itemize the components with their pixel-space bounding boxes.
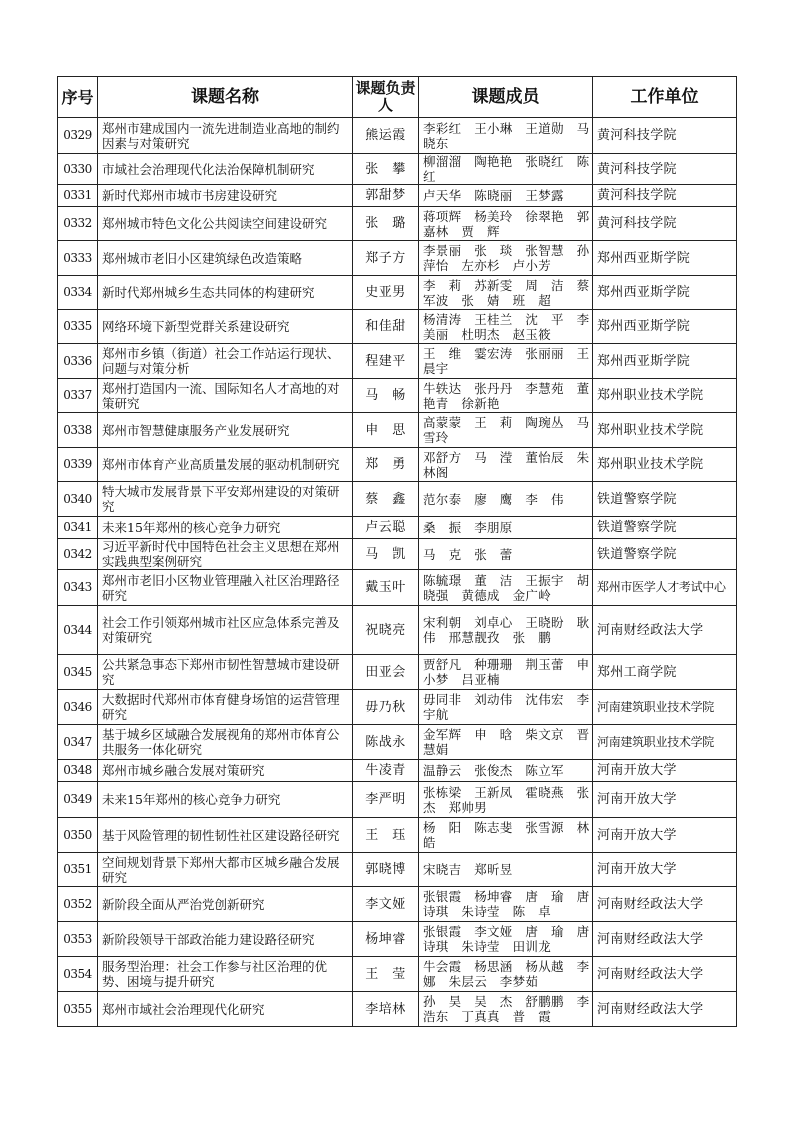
row-lead: 史亚男 (353, 276, 419, 310)
row-no: 0345 (58, 655, 98, 690)
row-no: 0353 (58, 922, 98, 957)
row-title: 郑州城市特色文化公共阅读空间建设研究 (98, 207, 353, 241)
row-lead: 申 思 (353, 413, 419, 448)
row-no: 0355 (58, 992, 98, 1027)
table-row (58, 725, 737, 760)
row-lead: 程建平 (353, 344, 419, 379)
row-unit: 河南财经政法大学 (593, 992, 737, 1027)
row-lead: 李培林 (353, 992, 419, 1027)
row-lead: 毋乃秋 (353, 690, 419, 725)
table-row (58, 782, 737, 818)
row-unit: 郑州西亚斯学院 (593, 276, 737, 310)
row-members: 毋同非 刘动伟 沈伟宏 李宇航 (419, 690, 593, 725)
row-title: 新时代郑州城乡生态共同体的构建研究 (98, 276, 353, 310)
table-row (58, 413, 737, 448)
row-no: 0343 (58, 570, 98, 606)
row-title: 网络环境下新型党群关系建设研究 (98, 310, 353, 344)
row-title: 郑州城市老旧小区建筑绿色改造策略 (98, 241, 353, 276)
row-members: 卢天华 陈晓丽 王梦露 (419, 185, 593, 207)
row-no: 0329 (58, 118, 98, 154)
row-no: 0354 (58, 957, 98, 992)
table-row (58, 760, 737, 782)
header-unit: 工作单位 (593, 77, 737, 118)
row-lead: 王 莹 (353, 957, 419, 992)
row-title: 郑州市乡镇（街道）社会工作站运行现状、问题与对策分析 (98, 344, 353, 379)
row-lead: 祝晓亮 (353, 606, 419, 655)
row-lead: 牛凌青 (353, 760, 419, 782)
row-unit: 郑州西亚斯学院 (593, 344, 737, 379)
row-title: 大数据时代郑州市体育健身场馆的运营管理研究 (98, 690, 353, 725)
table-row (58, 539, 737, 570)
row-unit: 河南开放大学 (593, 760, 737, 782)
table-row (58, 517, 737, 539)
row-members: 张银霞 李文娅 唐 瑜 唐诗琪 朱诗莹 田训龙 (419, 922, 593, 957)
row-lead: 和佳甜 (353, 310, 419, 344)
row-unit: 河南开放大学 (593, 853, 737, 887)
row-members: 张银霞 杨坤睿 唐 瑜 唐诗琪 朱诗莹 陈 卓 (419, 887, 593, 922)
row-lead: 郭甜梦 (353, 185, 419, 207)
table-row (58, 241, 737, 276)
table-row (58, 185, 737, 207)
table-row (58, 379, 737, 413)
row-title: 未来15年郑州的核心竞争力研究 (98, 517, 353, 539)
row-unit: 铁道警察学院 (593, 517, 737, 539)
row-no: 0344 (58, 606, 98, 655)
project-table (57, 76, 737, 1027)
row-title: 习近平新时代中国特色社会主义思想在郑州实践典型案例研究 (98, 539, 353, 570)
row-members: 柳溜溜 陶艳艳 张晓红 陈 红 (419, 154, 593, 185)
row-unit: 河南建筑职业技术学院 (593, 690, 737, 725)
row-unit: 郑州职业技术学院 (593, 413, 737, 448)
row-members: 马 克 张 蕾 (419, 539, 593, 570)
table-row (58, 887, 737, 922)
row-no: 0337 (58, 379, 98, 413)
row-members: 邓舒方 马 滢 董怡辰 朱林阁 (419, 448, 593, 482)
row-lead: 杨坤睿 (353, 922, 419, 957)
row-no: 0339 (58, 448, 98, 482)
table-row (58, 344, 737, 379)
table-row (58, 655, 737, 690)
row-members: 陈毓璟 董 洁 王振宇 胡晓强 黄德成 金广岭 (419, 570, 593, 606)
row-unit: 河南开放大学 (593, 818, 737, 853)
table-row (58, 207, 737, 241)
row-unit: 铁道警察学院 (593, 482, 737, 517)
row-unit: 郑州职业技术学院 (593, 379, 737, 413)
header-title: 课题名称 (98, 77, 353, 118)
row-title: 空间规划背景下郑州大都市区城乡融合发展研究 (98, 853, 353, 887)
row-members: 牛轶达 张丹丹 李慧苑 董艳青 徐新艳 (419, 379, 593, 413)
row-lead: 郑子方 (353, 241, 419, 276)
row-unit: 黄河科技学院 (593, 118, 737, 154)
row-members: 张栋梁 王新凤 霍晓燕 张 杰 郑帅男 (419, 782, 593, 818)
row-unit: 河南财经政法大学 (593, 957, 737, 992)
row-title: 新阶段领导干部政治能力建设路径研究 (98, 922, 353, 957)
row-members: 李景丽 张 琰 张智慧 孙萍怡 左亦杉 卢小芳 (419, 241, 593, 276)
row-lead: 熊运霞 (353, 118, 419, 154)
row-members: 李彩红 王小琳 王道勋 马晓东 (419, 118, 593, 154)
row-members: 金军辉 申 晗 柴文京 晋慧娟 (419, 725, 593, 760)
row-title: 郑州市建成国内一流先进制造业高地的制约因素与对策研究 (98, 118, 353, 154)
row-members: 温静云 张俊杰 陈立军 (419, 760, 593, 782)
table-row (58, 853, 737, 887)
row-unit: 河南财经政法大学 (593, 887, 737, 922)
row-unit: 铁道警察学院 (593, 539, 737, 570)
row-title: 郑州市智慧健康服务产业发展研究 (98, 413, 353, 448)
row-members: 牛会霞 杨思涵 杨从越 李 娜 朱层云 李梦茹 (419, 957, 593, 992)
row-members: 宋利朝 刘卓心 王晓盼 耿 伟 邢慧靓孜 张 鹏 (419, 606, 593, 655)
row-no: 0338 (58, 413, 98, 448)
table-row (58, 154, 737, 185)
row-members: 宋晓吉 郑昕昱 (419, 853, 593, 887)
row-unit: 郑州西亚斯学院 (593, 310, 737, 344)
row-lead: 郑 勇 (353, 448, 419, 482)
row-no: 0334 (58, 276, 98, 310)
row-lead: 田亚会 (353, 655, 419, 690)
row-title: 基于城乡区域融合发展视角的郑州市体育公共服务一体化研究 (98, 725, 353, 760)
row-title: 郑州打造国内一流、国际知名人才高地的对策研究 (98, 379, 353, 413)
header-members: 课题成员 (419, 77, 593, 118)
row-title: 特大城市发展背景下平安郑州建设的对策研究 (98, 482, 353, 517)
row-lead: 李文娅 (353, 887, 419, 922)
row-unit: 河南建筑职业技术学院 (593, 725, 737, 760)
row-no: 0330 (58, 154, 98, 185)
table-row (58, 818, 737, 853)
table-row (58, 922, 737, 957)
row-title: 未来15年郑州的核心竞争力研究 (98, 782, 353, 818)
row-no: 0342 (58, 539, 98, 570)
row-no: 0350 (58, 818, 98, 853)
row-lead: 王 珏 (353, 818, 419, 853)
row-unit: 郑州西亚斯学院 (593, 241, 737, 276)
row-unit: 郑州工商学院 (593, 655, 737, 690)
row-members: 孙 昊 吴 杰 舒鹏鹏 李浩东 丁真真 普 霞 (419, 992, 593, 1027)
row-title: 市域社会治理现代化法治保障机制研究 (98, 154, 353, 185)
row-title: 郑州市老旧小区物业管理融入社区治理路径研究 (98, 570, 353, 606)
row-no: 0340 (58, 482, 98, 517)
row-title: 郑州市体育产业高质量发展的驱动机制研究 (98, 448, 353, 482)
table-row (58, 570, 737, 606)
row-lead: 蔡 鑫 (353, 482, 419, 517)
row-members: 蒋项辉 杨美玲 徐翠艳 郭嘉林 贾 辉 (419, 207, 593, 241)
row-no: 0333 (58, 241, 98, 276)
table-row (58, 310, 737, 344)
row-lead: 陈战永 (353, 725, 419, 760)
table-row (58, 118, 737, 154)
row-no: 0349 (58, 782, 98, 818)
row-unit: 黄河科技学院 (593, 207, 737, 241)
row-lead: 卢云聪 (353, 517, 419, 539)
row-no: 0348 (58, 760, 98, 782)
row-lead: 李严明 (353, 782, 419, 818)
row-unit: 黄河科技学院 (593, 154, 737, 185)
row-unit: 河南财经政法大学 (593, 606, 737, 655)
table-row (58, 992, 737, 1027)
table-row (58, 957, 737, 992)
table-header-row (58, 77, 737, 118)
row-unit: 黄河科技学院 (593, 185, 737, 207)
header-lead: 课题负责人 (353, 77, 419, 118)
row-unit: 河南财经政法大学 (593, 922, 737, 957)
project-list-page (57, 76, 736, 1027)
row-members: 高蒙蒙 王 莉 陶琬丛 马雪玲 (419, 413, 593, 448)
row-no: 0332 (58, 207, 98, 241)
table-row (58, 276, 737, 310)
row-members: 李 莉 苏新雯 周 洁 蔡军波 张 婧 班 超 (419, 276, 593, 310)
row-lead: 郭晓博 (353, 853, 419, 887)
row-members: 杨 阳 陈志斐 张雪源 林 皓 (419, 818, 593, 853)
row-lead: 戴玉叶 (353, 570, 419, 606)
row-title: 社会工作引领郑州城市社区应急体系完善及对策研究 (98, 606, 353, 655)
row-lead: 张 攀 (353, 154, 419, 185)
row-lead: 马 畅 (353, 379, 419, 413)
row-title: 新阶段全面从严治党创新研究 (98, 887, 353, 922)
row-members: 贾舒凡 种珊珊 荆玉蕾 申小梦 吕亚楠 (419, 655, 593, 690)
row-unit: 郑州职业技术学院 (593, 448, 737, 482)
header-no: 序号 (58, 77, 98, 118)
row-members: 王 维 霎宏涛 张丽丽 王晨宇 (419, 344, 593, 379)
row-title: 公共紧急事态下郑州市韧性智慧城市建设研究 (98, 655, 353, 690)
row-unit: 河南开放大学 (593, 782, 737, 818)
table-row (58, 448, 737, 482)
table-row (58, 482, 737, 517)
row-no: 0352 (58, 887, 98, 922)
row-title: 基于风险管理的韧性韧性社区建设路径研究 (98, 818, 353, 853)
row-title: 郑州市域社会治理现代化研究 (98, 992, 353, 1027)
table-row (58, 606, 737, 655)
row-no: 0341 (58, 517, 98, 539)
row-title: 新时代郑州市城市书房建设研究 (98, 185, 353, 207)
row-no: 0336 (58, 344, 98, 379)
table-row (58, 690, 737, 725)
row-members: 范尔泰 廖 鹰 李 伟 (419, 482, 593, 517)
row-title: 郑州市城乡融合发展对策研究 (98, 760, 353, 782)
row-no: 0331 (58, 185, 98, 207)
row-lead: 张 璐 (353, 207, 419, 241)
row-members: 桑 振 李朋原 (419, 517, 593, 539)
row-no: 0347 (58, 725, 98, 760)
row-no: 0335 (58, 310, 98, 344)
row-members: 杨清涛 王桂兰 沈 平 李美丽 杜明杰 赵玉筱 (419, 310, 593, 344)
row-no: 0351 (58, 853, 98, 887)
row-no: 0346 (58, 690, 98, 725)
row-unit: 郑州市医学人才考试中心 (593, 570, 737, 606)
row-title: 服务型治理：社会工作参与社区治理的优势、困境与提升研究 (98, 957, 353, 992)
row-lead: 马 凯 (353, 539, 419, 570)
